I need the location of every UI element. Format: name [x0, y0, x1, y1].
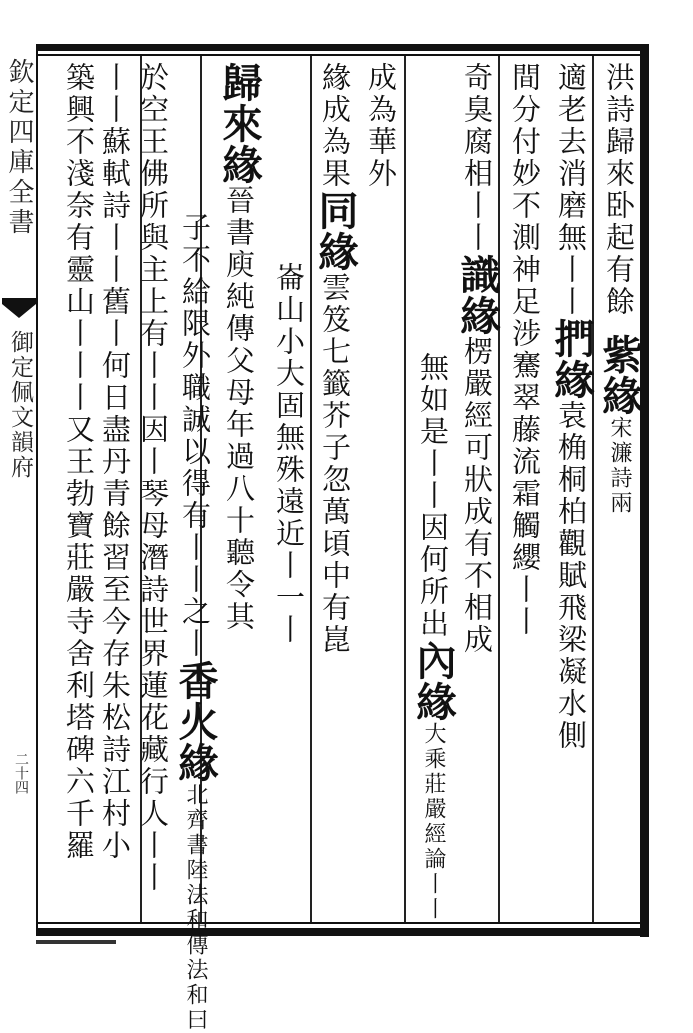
frame-bottom-border [36, 928, 648, 936]
text-column [310, 62, 360, 656]
column-text: 晉書庾純傳父母年過八十聽令其 [222, 185, 256, 633]
column-text: 無如是丨丨因何所出 [416, 352, 450, 640]
text-column [408, 62, 458, 922]
text-column [546, 62, 596, 752]
frame-top-inner-border [36, 54, 648, 56]
column-text: 於空王佛所與主上有丨丨因丨琴母潛詩世界蓮花藏行人丨丨 [136, 62, 170, 894]
column-text: 雲笈七籤芥子忽萬頃中有崑 [318, 272, 352, 656]
column-text: 適老去消磨無丨丨 [554, 62, 588, 318]
headword-note: 大乘莊嚴經論丨丨 [421, 722, 446, 922]
frame-left-border [36, 44, 38, 936]
column-text [48, 409, 82, 857]
headword: 捫緣 [548, 318, 595, 400]
column-text: 丨丨蘇軾詩丨丨舊丨何日盡丹青餘習至今存朱松詩江村小 [98, 62, 132, 862]
text-column [356, 62, 406, 190]
book-title: 御定佩文韻府 [7, 330, 33, 480]
collection-title: 欽定四庫全書 [4, 58, 34, 238]
text-column [214, 62, 264, 633]
column-text: 袁桷桐柏觀賦飛梁凝水側 [554, 400, 588, 752]
text-column [452, 62, 502, 656]
page-edge-mark [36, 940, 116, 944]
column-text: 子不給限外職誠以得有丨丨之丨 [178, 212, 212, 660]
text-column [264, 62, 314, 646]
folio-number: 二十四 [13, 752, 29, 794]
text-column [500, 62, 550, 638]
frame-top-border [36, 44, 648, 51]
frame-bottom-inner-border [36, 922, 648, 924]
headword-note: 宋濂詩兩 [607, 416, 632, 516]
column-text: 間分付妙不測神 [508, 62, 542, 286]
headword: 歸來緣 [216, 62, 263, 185]
column-text: 洪詩歸來卧起有餘 [602, 62, 636, 318]
headword: 識緣 [454, 254, 501, 336]
column-text: 崙山小大固無殊遠近丨一丨 [272, 262, 306, 646]
headword-note: 北齊書陸法和傳法和曰 [183, 783, 208, 1033]
column-text: 奇臭腐相丨丨 [460, 62, 494, 254]
headword [42, 286, 89, 409]
column-text: 楞嚴經可狀成有不相成 [460, 336, 494, 656]
headword: 內緣 [410, 640, 457, 722]
text-column [594, 62, 644, 516]
column-text: 足涉騫翠藤流霜觸纓丨丨 [508, 286, 542, 638]
column-text: 緣成為果 [318, 62, 352, 190]
headword: 同緣 [312, 190, 359, 272]
column-text [48, 62, 82, 286]
column-text: 築興不淺奈有靈山丨丨丨又王勃寶莊嚴寺舍利塔碑六千羅 [62, 62, 96, 862]
fishtail-mark [2, 296, 36, 322]
column-text: 成為華外 [364, 62, 398, 190]
headword: 紫緣 [596, 334, 643, 416]
headword: 香火緣 [172, 660, 219, 783]
